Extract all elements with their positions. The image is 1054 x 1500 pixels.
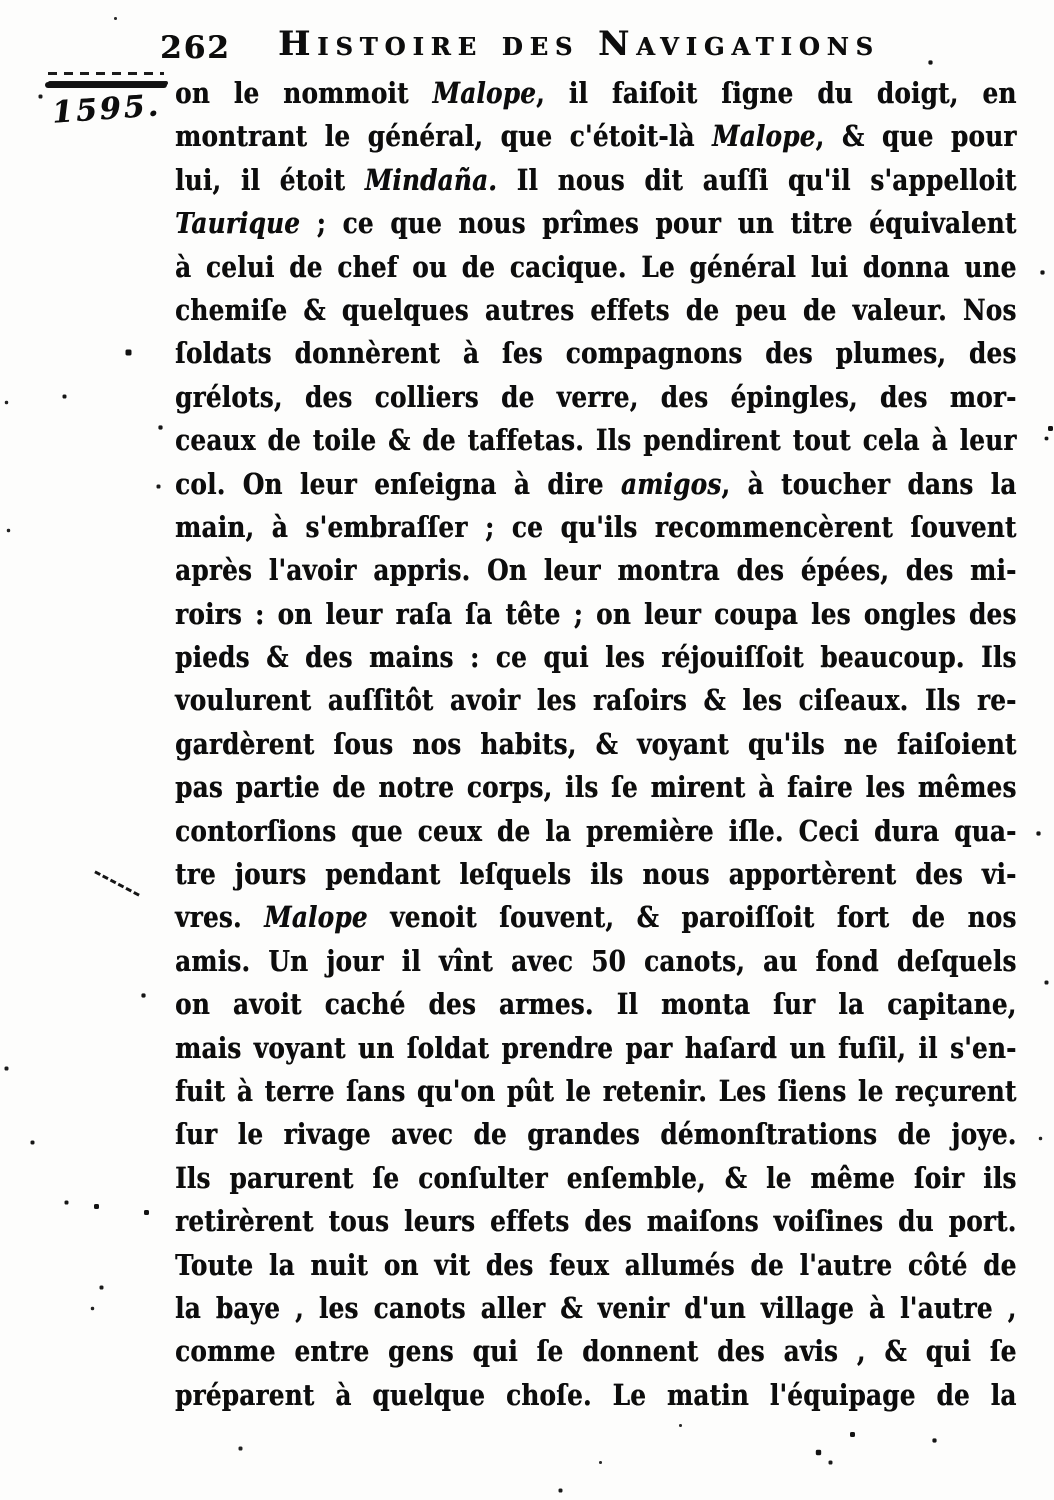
text-line: vres. Malope venoit ſouvent, & paroiſſoit fort de nos bbox=[175, 900, 1017, 935]
text-line: ſur le rivage avec de grandes démonſtrations de joye. bbox=[175, 1117, 1017, 1152]
text-line: voulurent auſſitôt avoir les raſoirs & les ciſeaux. Ils re- bbox=[175, 683, 1017, 718]
text-line: retirèrent tous leurs effets des maiſons voiſines du port. bbox=[175, 1204, 1017, 1239]
text-line: amis. Un jour il vînt avec 50 canots, au fond deſquels bbox=[175, 943, 1017, 978]
text-line: on le nommoit Malope, il faiſoit ſigne du doigt, en bbox=[175, 76, 1017, 110]
text-line: comme entre gens qui ſe donnent des avis , & qui ſe bbox=[175, 1334, 1017, 1369]
text-line: contorſions que ceux de la première iſle. Ceci dura qua- bbox=[175, 813, 1017, 848]
text-line: roirs : on leur raſa ſa tête ; on leur coupa les ongles des bbox=[175, 596, 1017, 631]
text-line: Taurique ; ce que nous prîmes pour un titre équivalent bbox=[175, 206, 1017, 241]
text-line: grélots, des colliers de verre, des épingles, des mor- bbox=[175, 379, 1017, 414]
margin-rule bbox=[45, 82, 167, 88]
text-line: à celui de chef ou de cacique. Le général lui donna une bbox=[175, 249, 1017, 284]
margin-year-note: 1595. bbox=[50, 88, 163, 131]
ink-dash-mark bbox=[94, 870, 140, 896]
text-line: pieds & des mains : ce qui les réjouiſſoit beaucoup. Ils bbox=[175, 640, 1017, 675]
margin-rule-dashes bbox=[48, 72, 164, 75]
text-line: main, à s'embraſſer ; ce qu'ils recommencèrent ſouvent bbox=[175, 509, 1017, 544]
running-title: Histoire des Navigations bbox=[278, 24, 880, 64]
text-line: Toute la nuit on vit des feux allumés de l'autre côté de bbox=[175, 1247, 1017, 1282]
text-line: ſoldats donnèrent à ſes compagnons des plumes, des bbox=[175, 336, 1017, 371]
page-number: 262 bbox=[160, 30, 231, 66]
text-line: fuit à terre ſans qu'on pût le retenir. Les ſiens le reçurent bbox=[175, 1073, 1017, 1108]
text-line: montrant le général, que c'étoit-là Malope, & que pour bbox=[175, 119, 1017, 154]
text-line: col. On leur enſeigna à dire amigos, à toucher dans la bbox=[175, 466, 1017, 501]
body-text bbox=[175, 72, 1017, 1417]
text-line: la baye , les canots aller & venir d'un village à l'autre , bbox=[175, 1290, 1017, 1325]
text-line: gardèrent ſous nos habits, & voyant qu'ils ne faiſoient bbox=[175, 726, 1017, 761]
text-line: chemiſe & quelques autres effets de peu de valeur. Nos bbox=[175, 292, 1017, 327]
text-line: lui, il étoit Mindaña. Il nous dit auſſi qu'il s'appelloit bbox=[175, 162, 1017, 197]
text-line: pas partie de notre corps, ils ſe mirent à faire les mêmes bbox=[175, 770, 1017, 805]
text-line: Ils parurent ſe conſulter enſemble, & le même ſoir ils bbox=[175, 1160, 1017, 1195]
ink-speckles bbox=[0, 0, 1, 1]
text-line: mais voyant un ſoldat prendre par haſard un fuſil, il s'en- bbox=[175, 1030, 1017, 1065]
text-line: on avoit caché des armes. Il monta ſur la capitane, bbox=[175, 987, 1017, 1022]
text-line: tre jours pendant leſquels ils nous apportèrent des vi- bbox=[175, 857, 1017, 892]
text-line: après l'avoir appris. On leur montra des épées, des mi- bbox=[175, 553, 1017, 588]
text-line: préparent à quelque choſe. Le matin l'équipage de la bbox=[175, 1377, 1017, 1412]
text-line: ceaux de toile & de taffetas. Ils pendirent tout cela à leur bbox=[175, 423, 1017, 458]
